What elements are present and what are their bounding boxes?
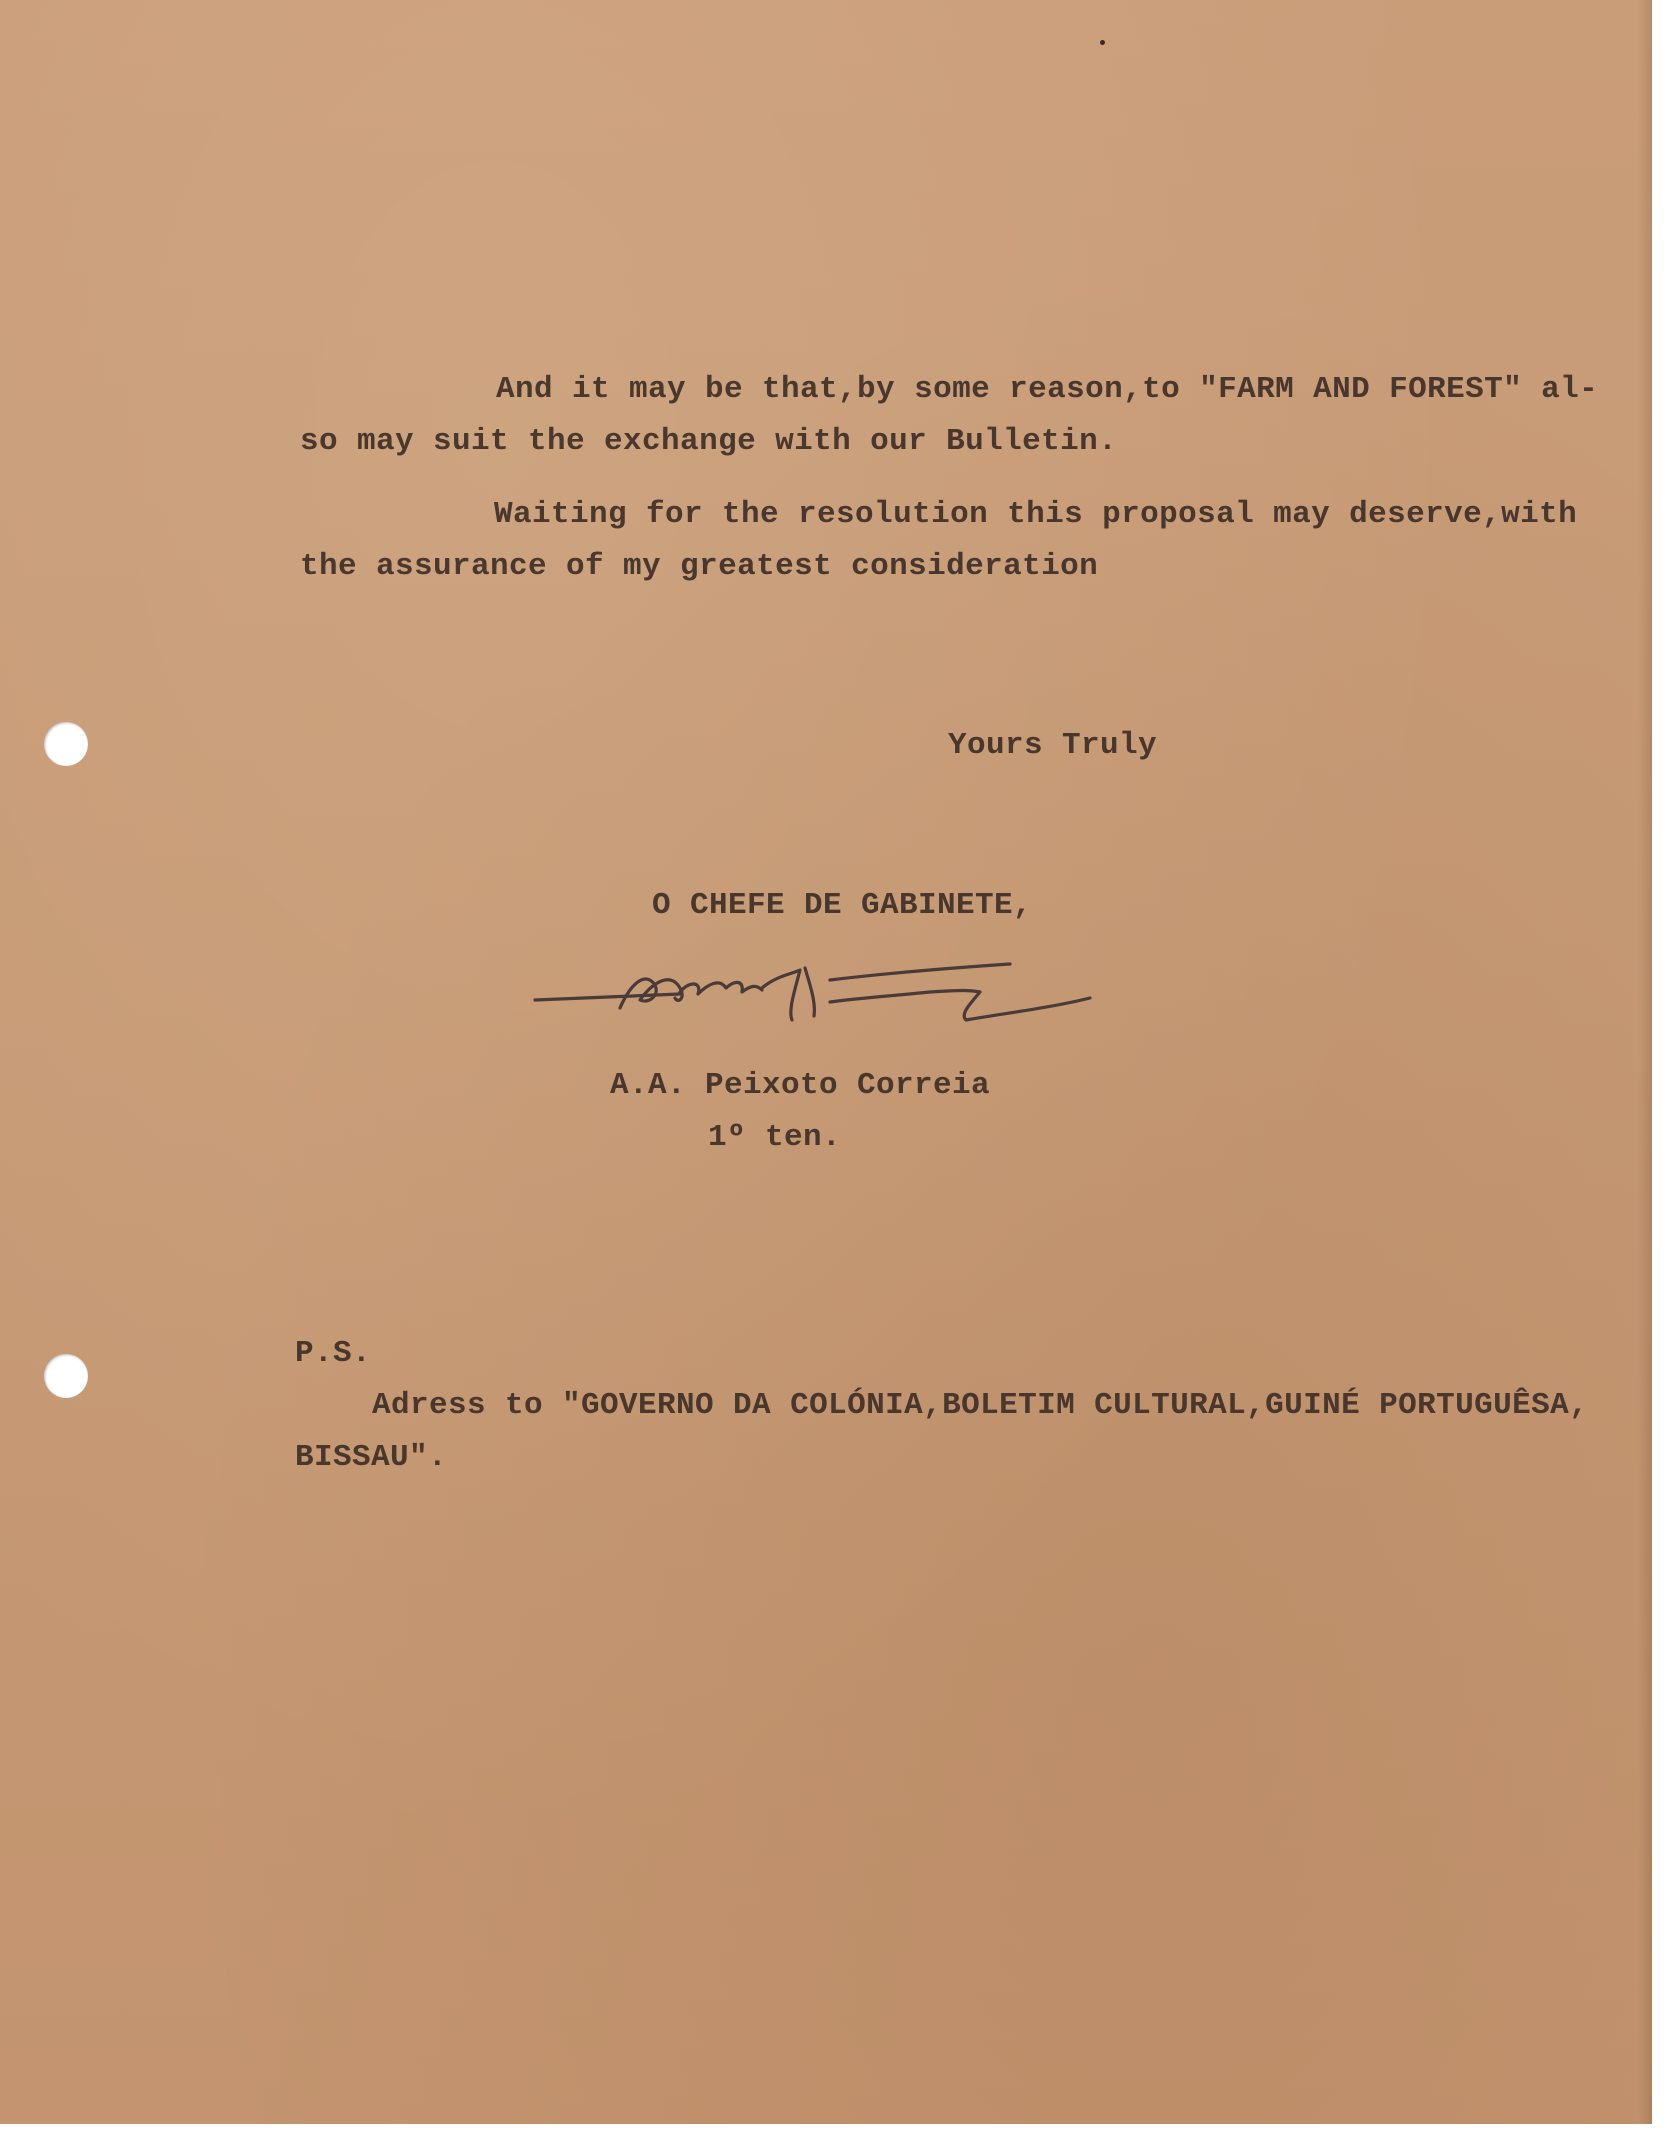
- page-edge-shadow: [1638, 0, 1652, 2124]
- postscript-label: P.S.: [295, 1336, 372, 1371]
- postscript-line1: Adress to "GOVERNO DA COLÓNIA,BOLETIM CULTURAL,GUINÉ PORTUGUÊSA,: [372, 1388, 1589, 1423]
- punch-hole-bottom: [44, 1354, 88, 1398]
- signer-title: O CHEFE DE GABINETE,: [652, 888, 1033, 923]
- signer-rank: 1º ten.: [708, 1120, 842, 1155]
- paragraph2-line1: Waiting for the resolution this proposal may deserve,with: [494, 497, 1578, 532]
- paragraph2-line2: the assurance of my greatest consideration: [300, 549, 1099, 584]
- closing-text: Yours Truly: [948, 728, 1158, 763]
- handwritten-signature: [530, 930, 1230, 1050]
- ink-speck: [1100, 40, 1105, 45]
- punch-hole-top: [44, 722, 88, 766]
- signer-name: A.A. Peixoto Correia: [610, 1068, 991, 1103]
- paragraph1-line2: so may suit the exchange with our Bulletin.: [300, 424, 1118, 459]
- paragraph1-line1: And it may be that,by some reason,to "FARM AND FOREST" al-: [496, 372, 1599, 407]
- postscript-line2: BISSAU".: [295, 1440, 448, 1475]
